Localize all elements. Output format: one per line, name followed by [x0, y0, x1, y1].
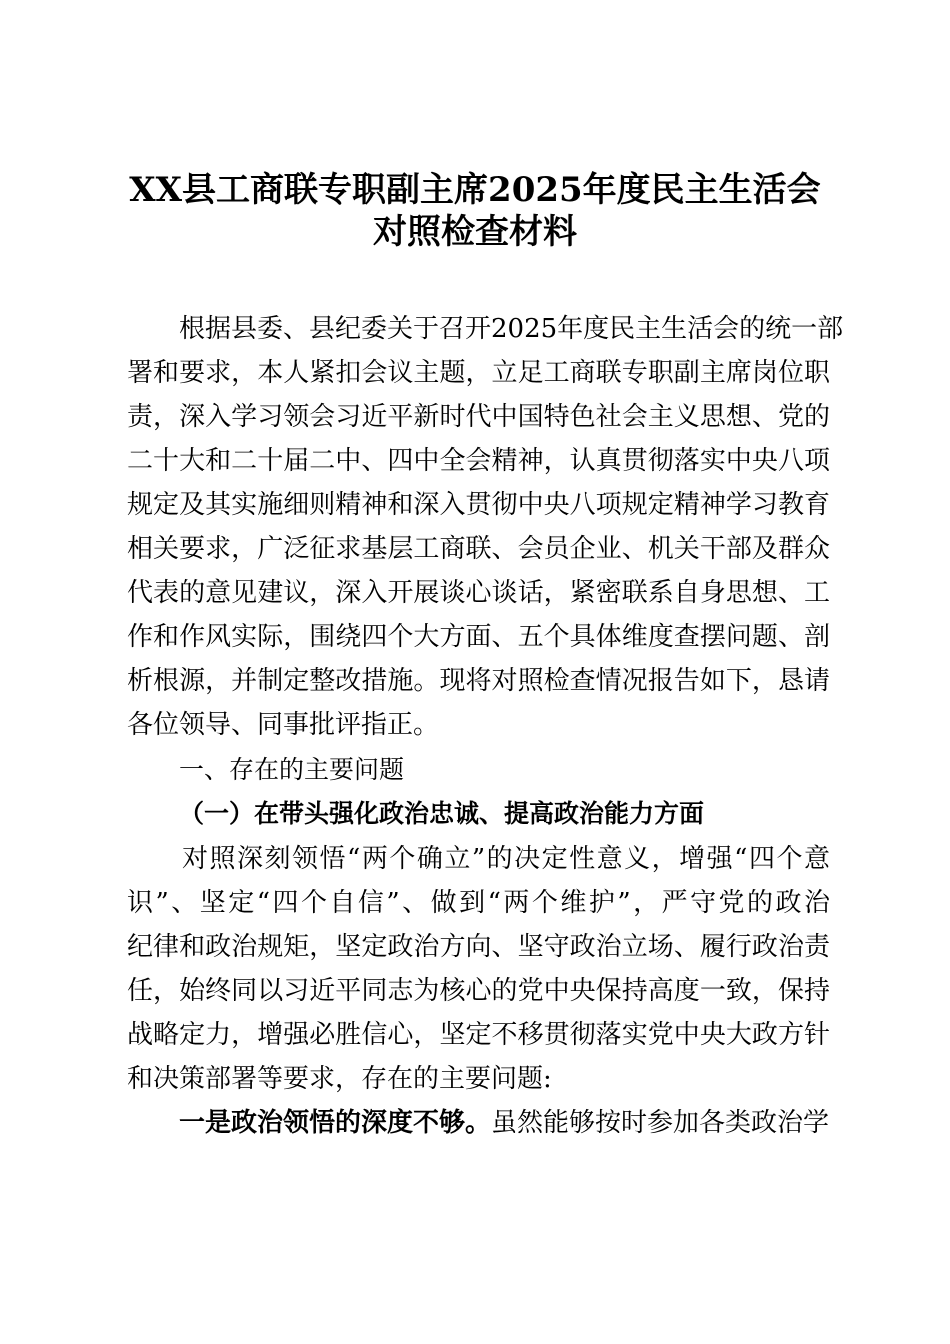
body-line: 识”、坚定“四个自信”、做到“两个维护”，严守党的政治: [127, 888, 830, 918]
intro-line: 代表的意见建议，深入开展谈心谈话，紧密联系自身思想、工: [127, 578, 830, 608]
point-text: 虽然能够按时参加各类政治学: [491, 1108, 830, 1138]
body-line-last: 和决策部署等要求，存在的主要问题:: [127, 1064, 552, 1094]
point-bold-lead: 一是政治领悟的深度不够。: [179, 1108, 492, 1138]
section-heading: 一、存在的主要问题: [179, 755, 405, 784]
point-line: [179, 1106, 830, 1140]
document-title-line-1: XX县工商联专职副主席2025年度民主生活会: [129, 170, 821, 210]
document-title-line-2: 对照检查材料: [373, 212, 577, 252]
intro-line: 析根源，并制定整改措施。现将对照检查情况报告如下，恳请: [127, 666, 830, 696]
intro-line: 相关要求，广泛征求基层工商联、会员企业、机关干部及群众: [127, 534, 830, 564]
intro-line: 根据县委、县纪委关于召开2025年度民主生活会的统一部: [127, 314, 844, 344]
intro-line: 规定及其实施细则精神和深入贯彻中央八项规定精神学习教育: [127, 490, 830, 520]
intro-line: 作和作风实际，围绕四个大方面、五个具体维度查摆问题、剖: [127, 622, 830, 652]
intro-line: 署和要求，本人紧扣会议主题，立足工商联专职副主席岗位职: [127, 358, 830, 388]
intro-line: 二十大和二十届二中、四中全会精神，认真贯彻落实中央八项: [127, 446, 830, 476]
intro-line: 责，深入学习领会习近平新时代中国特色社会主义思想、党的: [127, 402, 830, 432]
body-line: 纪律和政治规矩，坚定政治方向、坚守政治立场、履行政治责: [127, 932, 830, 962]
body-line: 对照深刻领悟“两个确立”的决定性意义，增强“四个意: [127, 844, 830, 874]
body-line: 任，始终同以习近平同志为核心的党中央保持高度一致，保持: [127, 976, 830, 1006]
subsection-heading: （一）在带头强化政治忠诚、提高政治能力方面: [179, 799, 705, 828]
intro-line-last: 各位领导、同事批评指正。: [127, 710, 440, 740]
body-line: 战略定力，增强必胜信心，坚定不移贯彻落实党中央大政方针: [127, 1020, 830, 1050]
